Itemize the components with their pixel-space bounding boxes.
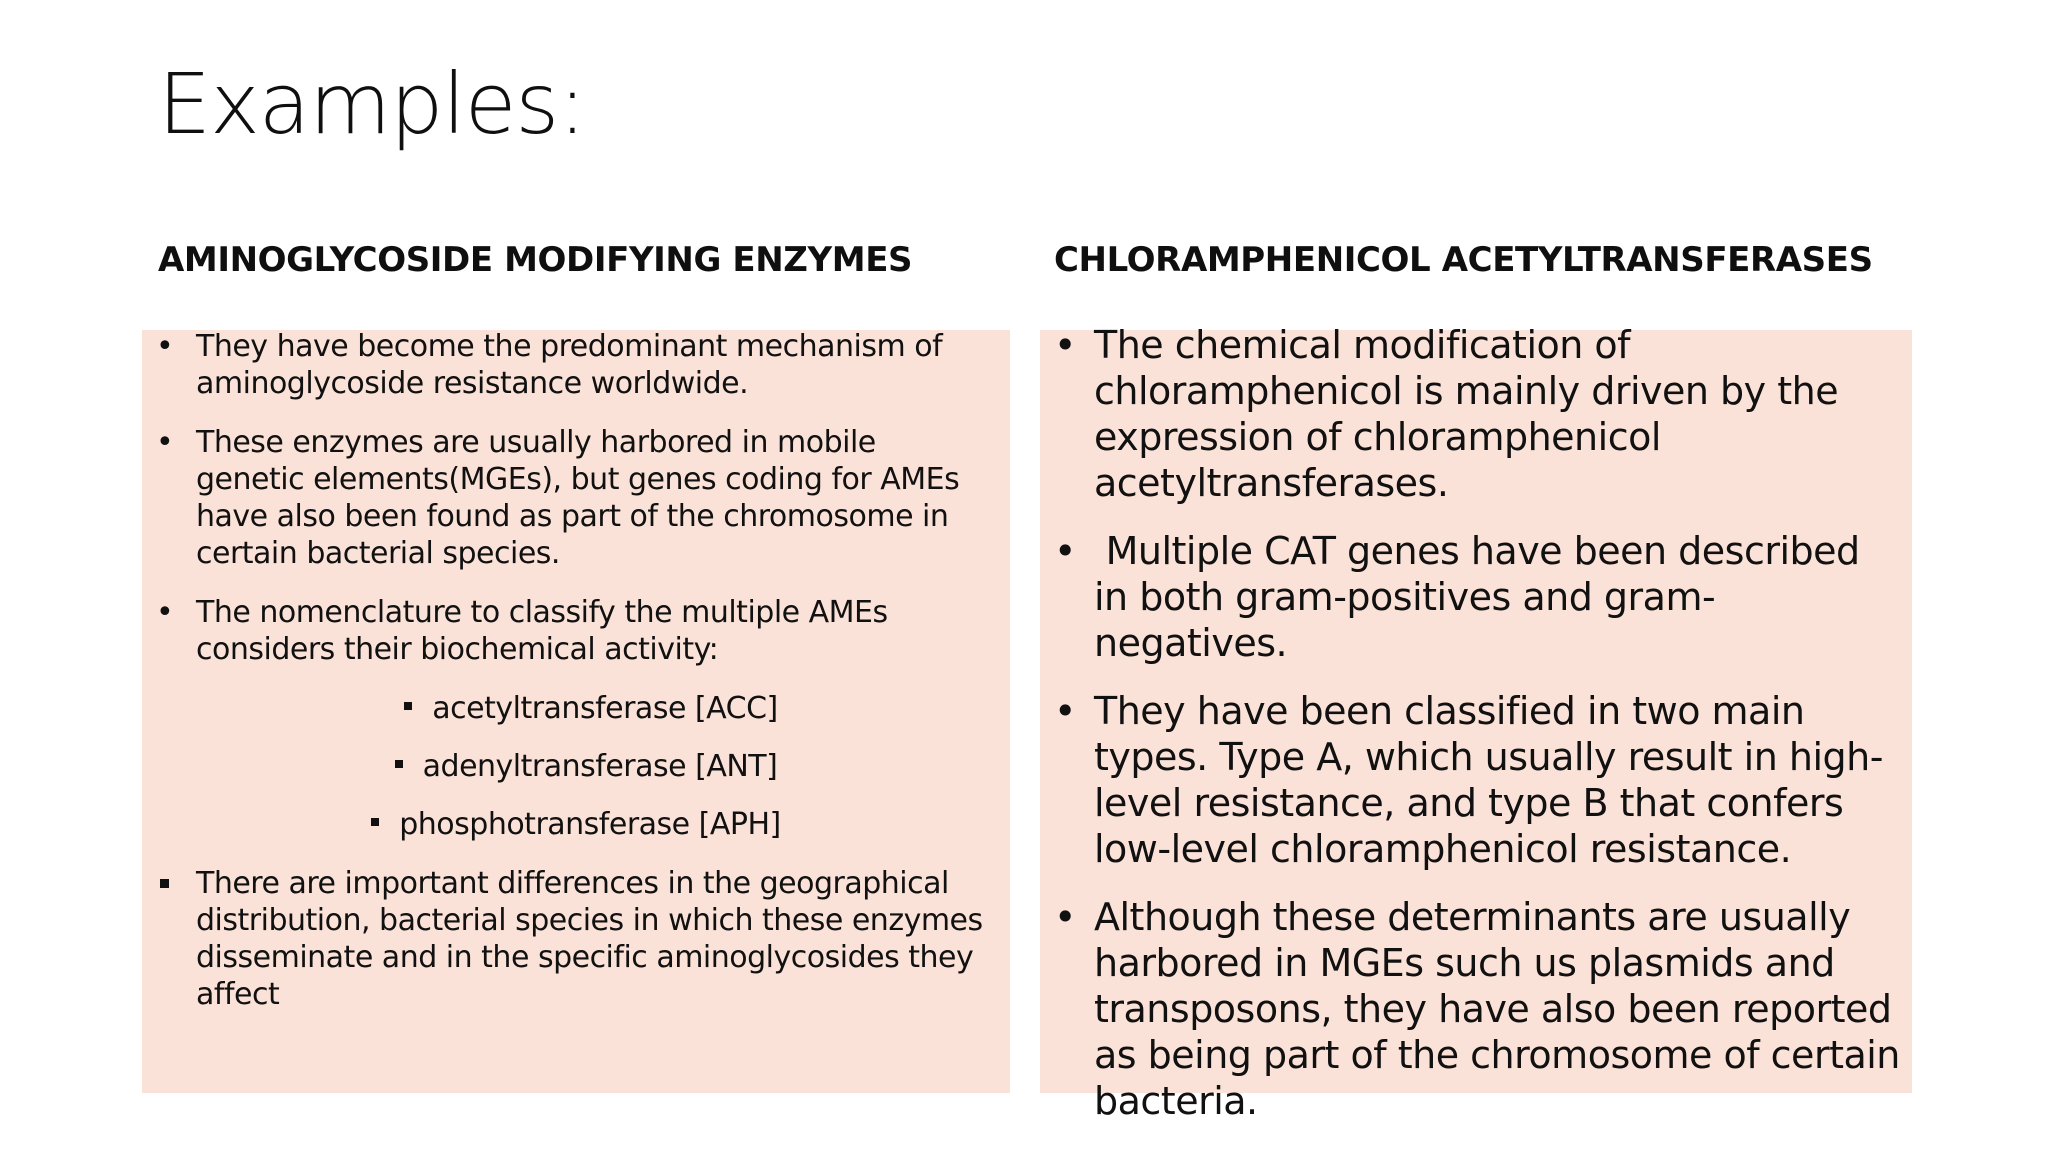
sub-list-item: [142, 748, 1010, 785]
list-item-text: There are important differences in the geographical distribution, bacterial species in which these enzymes disseminate and in the specific aminoglycosides they affect: [196, 866, 983, 1012]
list-item-text: These enzymes are usually harbored in mobile genetic elements(MGEs), but genes coding for AMEs have also been found as part of the chromosome in certain bacterial species.: [196, 425, 960, 571]
list-item-text: They have been classified in two main types. Type A, which usually result in high-level resistance, and type B that confers low-level chloramphenicol resistance.: [1094, 689, 1883, 871]
bullet-icon: •: [156, 595, 174, 630]
enzyme-type-sublist: [142, 690, 1010, 843]
sub-list-item: [142, 806, 1010, 843]
bullet-icon: •: [1054, 529, 1076, 573]
sub-list-item-text: adenyltransferase [ANT]: [422, 749, 778, 784]
bullet-icon: •: [1054, 323, 1076, 367]
left-column-heading: AMINOGLYCOSIDE MODIFYING ENZYMES: [158, 240, 913, 280]
right-bullet-list: [1040, 322, 1912, 1146]
list-item-text: Multiple CAT genes have been described in both gram-positives and gram-negatives.: [1094, 529, 1872, 665]
square-bullet-icon: [160, 879, 169, 888]
sub-list-item-text: acetyltransferase [ACC]: [432, 691, 778, 726]
list-item: [142, 328, 1010, 402]
bullet-icon: •: [156, 425, 174, 460]
list-item: [1040, 894, 1912, 1124]
list-item-text: Although these determinants are usually harbored in MGEs such us plasmids and transposons, they have also been reported as being part of the chromosome of certain bacteria.: [1094, 895, 1900, 1123]
right-column-heading: CHLORAMPHENICOL ACETYLTRANSFERASES: [1054, 240, 1873, 280]
list-item-text: The chemical modification of chloramphenicol is mainly driven by the expression of chloramphenicol acetyltransferases.: [1094, 323, 1839, 505]
square-bullet-icon: [395, 760, 403, 768]
list-item: [142, 865, 1010, 1013]
square-bullet-icon: [404, 702, 412, 710]
square-bullet-icon: [371, 818, 379, 826]
bullet-icon: •: [1054, 689, 1076, 733]
list-item: [142, 594, 1010, 668]
list-item: [1040, 322, 1912, 506]
bullet-icon: •: [156, 329, 174, 364]
list-item-text: The nomenclature to classify the multiple AMEs considers their biochemical activity:: [196, 595, 888, 667]
sub-list-item-text: phosphotransferase [APH]: [399, 807, 781, 842]
sub-list-item: [142, 690, 1010, 727]
slide-title: Examples:: [158, 55, 586, 153]
list-item-text: They have become the predominant mechanism of aminoglycoside resistance worldwide.: [196, 329, 943, 401]
left-bullet-list: [142, 328, 1010, 1035]
list-item: [1040, 688, 1912, 872]
list-item: [142, 424, 1010, 572]
list-item: [1040, 528, 1912, 666]
bullet-icon: •: [1054, 895, 1076, 939]
